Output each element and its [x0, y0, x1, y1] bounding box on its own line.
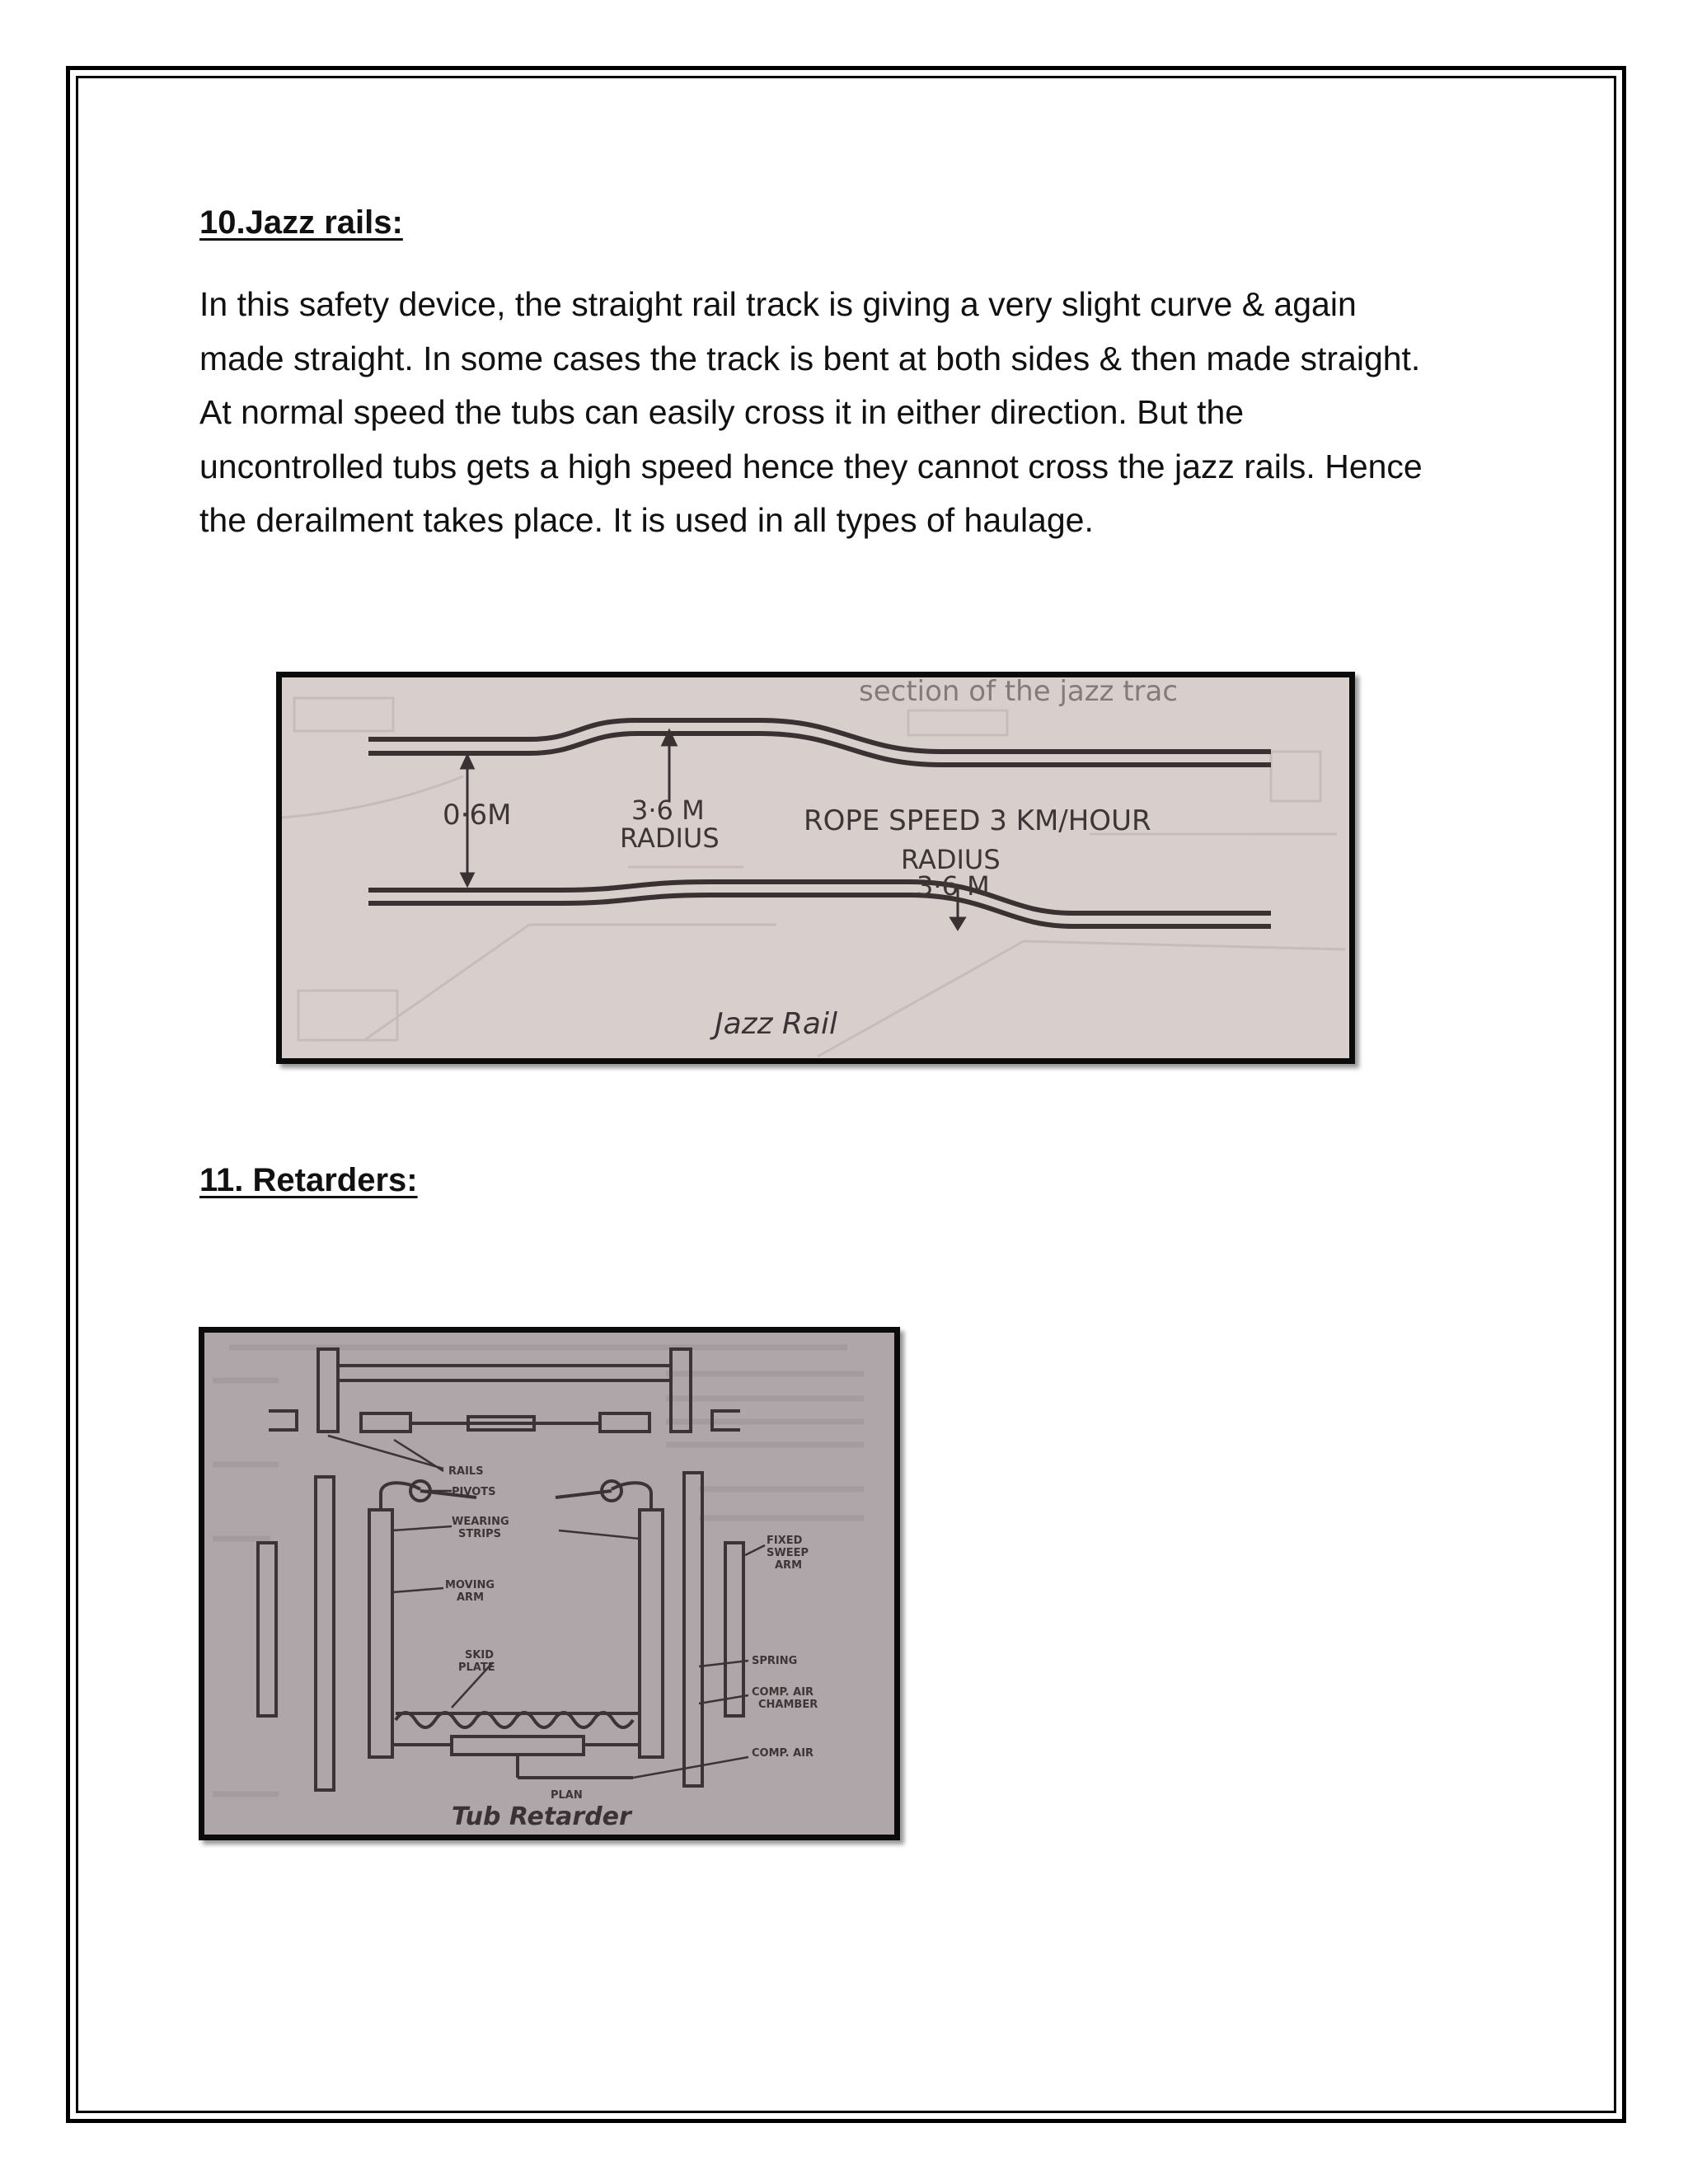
jazz-rail-caption: Jazz Rail — [715, 1007, 837, 1041]
label-comp-air-2: COMP. AIR — [752, 1747, 814, 1760]
gauge-label: 0·6M — [443, 799, 512, 832]
retarders-heading: 11. Retarders: — [199, 1162, 418, 1198]
radius-label-top-value: 3·6 M — [631, 794, 705, 826]
label-arm: ARM — [457, 1591, 485, 1604]
jazz-rails-paragraph — [199, 278, 1502, 548]
label-rails: RAILS — [448, 1465, 484, 1478]
label-plan: PLAN — [551, 1789, 583, 1802]
label-wearing: WEARING — [452, 1516, 509, 1528]
label-comp-air: COMP. AIR — [752, 1686, 814, 1699]
paragraph-line: In this safety device, the straight rail track is giving a very slight curve & again — [199, 285, 1357, 323]
label-spring: SPRING — [752, 1655, 798, 1667]
paragraph-line: made straight. In some cases the track is bent at both sides & then made straight. — [199, 339, 1421, 377]
label-fixed-arm: ARM — [775, 1559, 803, 1572]
label-chamber: CHAMBER — [758, 1699, 818, 1711]
figure-top-text: section of the jazz trac — [859, 677, 1179, 708]
label-plate: PLATE — [458, 1661, 495, 1674]
rope-speed-label: ROPE SPEED 3 KM/HOUR — [804, 804, 1151, 837]
paragraph-line: uncontrolled tubs gets a high speed hence they cannot cross the jazz rails. Hence — [199, 447, 1423, 485]
label-fixed: FIXED — [767, 1535, 803, 1547]
label-moving: MOVING — [445, 1579, 495, 1591]
label-skid: SKID — [465, 1649, 495, 1661]
jazz-rail-figure — [276, 672, 1355, 1064]
tub-retarder-figure — [199, 1327, 900, 1840]
radius-label-top-word: RADIUS — [620, 823, 720, 854]
paragraph-line: At normal speed the tubs can easily cross it in either direction. But the — [199, 393, 1245, 431]
jazz-rails-heading: 10.Jazz rails: — [199, 204, 403, 241]
label-strips: STRIPS — [458, 1528, 501, 1540]
radius-label-bottom-value: 3·6 M — [917, 870, 990, 902]
tub-retarder-caption: Tub Retarder — [452, 1802, 631, 1831]
label-pivots: PIVOTS — [452, 1486, 496, 1498]
label-sweep: SWEEP — [767, 1547, 809, 1559]
paragraph-line: the derailment takes place. It is used in all types of haulage. — [199, 501, 1094, 539]
radius-label-bottom-word: RADIUS — [901, 844, 1001, 875]
